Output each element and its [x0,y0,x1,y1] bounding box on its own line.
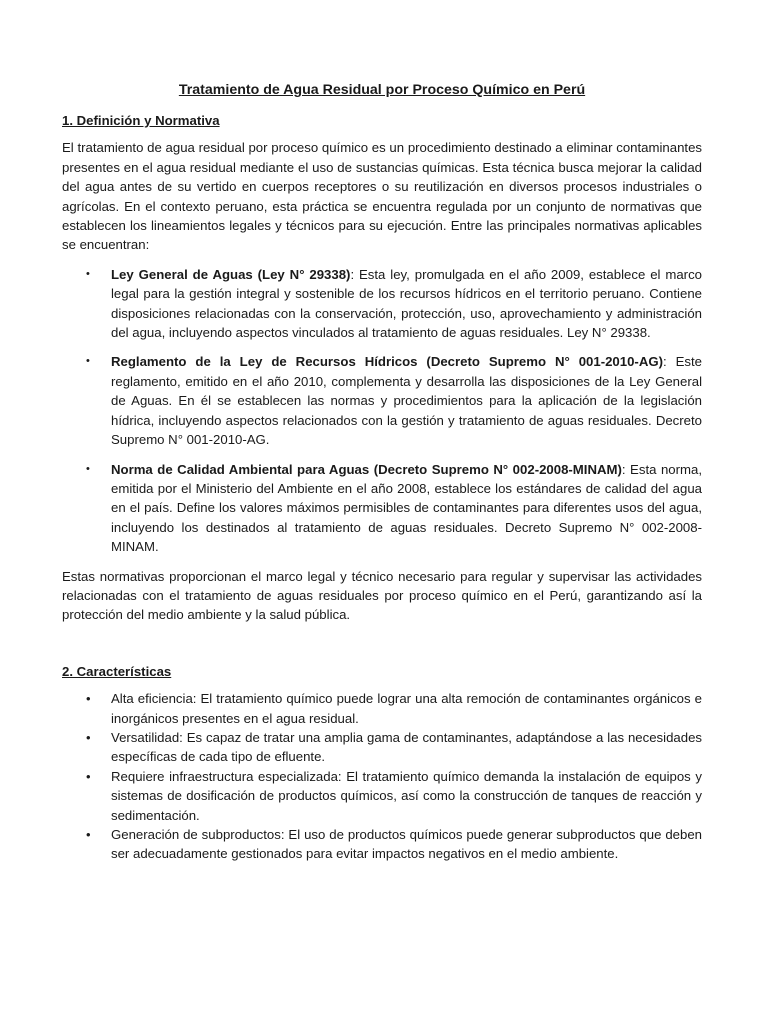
list-item [62,460,702,557]
list-item-title: Reglamento de la Ley de Recursos Hídricos (Decreto Supremo N° 001-2010-AG) [111,354,663,370]
intro-paragraph: El tratamiento de agua residual por proceso químico es un procedimiento destinado a eliminar contaminantes presentes en el agua residual mediante el uso de sustancias químicas. Esta técnica busca mejorar la calidad del agua antes de su vertido en cuerpos receptores o su reutilización en diversos procesos industriales o agrícolas. En el contexto peruano, esta práctica se encuentra regulada por un conjunto de normativas que establecen los lineamientos legales y técnicos para su ejecución. Entre las principales normativas aplicables se encuentran: [62,140,702,253]
section-heading-caracteristicas: 2. Características [62,663,172,679]
list-item-title: Norma de Calidad Ambiental para Aguas (Decreto Supremo N° 002-2008-MINAM) [111,461,622,477]
bullet-icon: • [86,729,91,745]
section-heading-definicion: 1. Definición y Normativa [62,113,220,128]
list-item [62,825,702,864]
closing-paragraph: Estas normativas proporcionan el marco legal y técnico necesario para regular y supervisar las actividades relacionadas con el tratamiento de aguas residuales por proceso químico en el Perú, garantizando así la protección del medio ambiente y la salud pública. [62,568,702,623]
list-item-text: : Este reglamento, emitido en el año 2010, complementa y desarrolla las disposiciones de la Ley General de Aguas. En él se establecen las normas y procedimientos para la aplicación de la legislación hídrica, incluyendo aspectos relacionados con la gestión y tratamiento de aguas residuales. Decreto Supremo N° 001-2010-AG. [111,354,702,448]
bullet-icon: • [86,691,91,707]
list-item [62,265,702,343]
list-item-text: Alta eficiencia: El tratamiento químico puede lograr una alta remoción de contaminantes orgánicos e inorgánicos presentes en el agua residual. [111,691,702,726]
list-item [62,767,702,825]
list-item-text: Requiere infraestructura especializada: El tratamiento químico demanda la instalación de equipos y sistemas de dosificación de productos químicos, así como la construcción de tanques de reacción y sedimentación. [111,768,702,823]
list-item-text: Generación de subproductos: El uso de productos químicos puede generar subproductos que deben ser adecuadamente gestionados para evitar impactos negativos en el medio ambiente. [111,827,702,862]
caracteristicas-list [62,689,702,864]
list-item-text: : Esta norma, emitida por el Ministerio del Ambiente en el año 2008, establece los estándares de calidad del agua en el país. Define los valores máximos permisibles de contaminantes para diferentes usos del agua, incluyendo los destinados al tratamiento de aguas residuales. Decreto Supremo N° 002-2008-MINAM. [111,461,702,555]
document-title: Tratamiento de Agua Residual por Proceso Químico en Perú [178,82,586,98]
section-spacer [62,635,702,662]
list-item-text: : Esta ley, promulgada en el año 2009, establece el marco legal para la gestión integral y sostenible de los recursos hídricos en el territorio peruano. Contiene disposiciones relacionadas con la conservación, protección, uso, aprovechamiento y administración del agua, incluyendo aspectos vinculados al tratamiento de aguas residuales. Ley N° 29338. [111,266,703,341]
bullet-icon: • [86,267,90,280]
list-item [62,728,702,767]
bullet-icon: • [86,768,91,784]
list-item-text: Versatilidad: Es capaz de tratar una amplia gama de contaminantes, adaptándose a las necesidades específicas de cada tipo de efluente. [111,729,702,765]
document-page [62,80,702,864]
bullet-icon: • [86,355,90,368]
bullet-icon: • [86,462,90,475]
list-item-title: Ley General de Aguas (Ley N° 29338) [111,266,351,282]
bullet-icon: • [86,827,91,842]
list-item [62,689,702,728]
normativa-list [62,265,702,557]
list-item [62,352,702,449]
